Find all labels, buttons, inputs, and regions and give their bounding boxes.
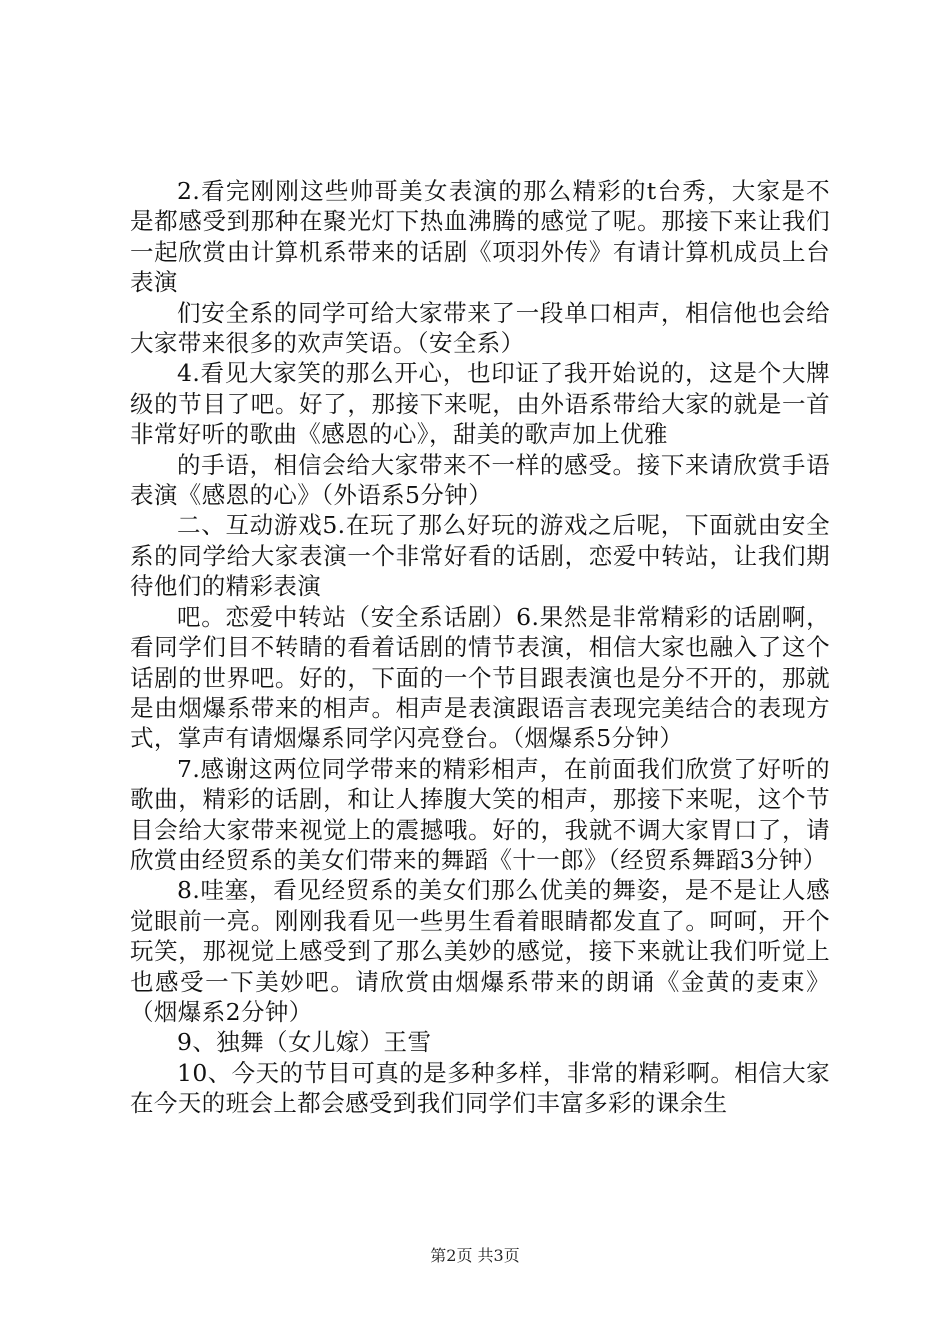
paragraph-item-6: 吧。恋爱中转站（安全系话剧）6.果然是非常精彩的话剧啊，看同学们目不转睛的看着话剧的情节表演，相信大家也融入了这个话剧的世界吧。好的，下面的一个节目跟表演也是分不开的，那就是由烟爆系带来的相声。相声是表演跟语言表现完美结合的表现方式，掌声有请烟爆系同学闪亮登台。（烟爆系5分钟）	[130, 602, 830, 753]
paragraph-item-5: 二、互动游戏5.在玩了那么好玩的游戏之后呢，下面就由安全系的同学给大家表演一个非常好看的话剧，恋爱中转站，让我们期待他们的精彩表演	[130, 511, 830, 601]
paragraph-item-8: 8.哇塞，看见经贸系的美女们那么优美的舞姿，是不是让人感觉眼前一亮。刚刚我看见一些男生看着眼睛都发直了。呵呵，开个玩笑，那视觉上感受到了那么美妙的感觉，接下来就让我们听觉上也感受一下美妙吧。请欣赏由烟爆系带来的朗诵《金黄的麦束》（烟爆系2分钟）	[130, 876, 830, 1026]
document-body	[130, 176, 830, 1119]
paragraph-item-4-continued: 的手语，相信会给大家带来不一样的感受。接下来请欣赏手语表演《感恩的心》（外语系5分钟）	[130, 450, 830, 510]
paragraph-item-9: 9、独舞（女儿嫁）王雪	[177, 1028, 432, 1057]
paragraph-item-7: 7.感谢这两位同学带来的精彩相声，在前面我们欣赏了好听的歌曲，精彩的话剧，和让人捧腹大笑的相声，那接下来呢，这个节目会给大家带来视觉上的震撼哦。好的，我就不调大家胃口了，请欣赏由经贸系的美女们带来的舞蹈《十一郎》（经贸系舞蹈3分钟）	[130, 754, 830, 874]
page-number-footer: 第2页 共3页	[430, 1246, 520, 1265]
paragraph-item-3-continued: 们安全系的同学可给大家带来了一段单口相声，相信他也会给大家带来很多的欢声笑语。（安全系）	[130, 298, 830, 358]
paragraph-item-10: 10、今天的节目可真的是多种多样，非常的精彩啊。相信大家在今天的班会上都会感受到我们同学们丰富多彩的课余生	[130, 1058, 830, 1118]
paragraph-item-4: 4.看见大家笑的那么开心，也印证了我开始说的，这是个大牌级的节目了吧。好了，那接下来呢，由外语系带给大家的就是一首非常好听的歌曲《感恩的心》，甜美的歌声加上优雅	[130, 359, 830, 449]
paragraph-item-2: 2.看完刚刚这些帅哥美女表演的那么精彩的t台秀，大家是不是都感受到那种在聚光灯下热血沸腾的感觉了呢。那接下来让我们一起欣赏由计算机系带来的话剧《项羽外传》有请计算机成员上台表演	[130, 177, 830, 297]
